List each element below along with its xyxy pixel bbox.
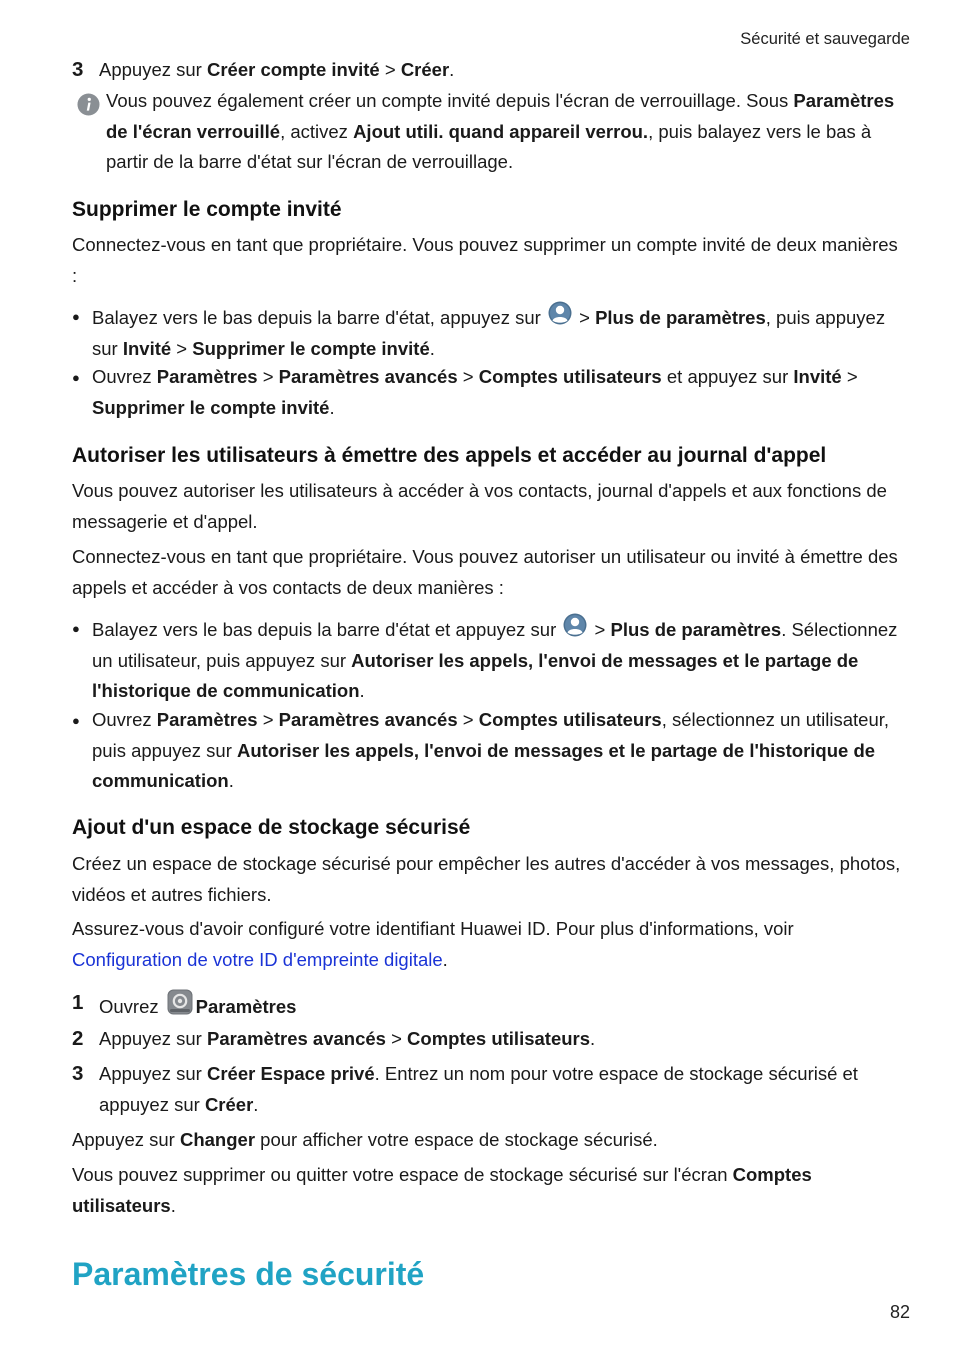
paragraph: Créez un espace de stockage sécurisé pour empêcher les autres d'accéder à vos messages, photos, vidéos et autres fichiers. [72, 853, 901, 905]
step-text: Appuyez sur Créer Espace privé. Entrez un nom pour votre espace de stockage sécurisé et appuyez sur Créer. [99, 1063, 858, 1115]
paragraph: Vous pouvez autoriser les utilisateurs à accéder à vos contacts, journal d'appels et aux fonctions de messagerie et d'appel. [72, 480, 887, 532]
bullet: ● [72, 309, 80, 324]
user-account-icon [563, 613, 587, 639]
paragraph: Assurez-vous d'avoir configuré votre identifiant Huawei ID. Pour plus d'informations, voir Configuration de votre ID d'empreinte digitale. [72, 918, 794, 970]
step-text: Appuyez sur Paramètres avancés > Comptes utilisateurs. [99, 1028, 596, 1049]
info-icon [77, 93, 100, 116]
chapter-section-title: Paramètres de sécurité [72, 1256, 425, 1292]
step-number: 2 [72, 1027, 84, 1050]
paragraph: Connectez-vous en tant que propriétaire. Vous pouvez supprimer un compte invité de deux manières : [72, 234, 898, 286]
running-header: Sécurité et sauvegarde [740, 30, 910, 48]
paragraph: Vous pouvez supprimer ou quitter votre espace de stockage sécurisé sur l'écran Comptes utilisateurs. [72, 1164, 812, 1216]
step-number: 1 [72, 991, 84, 1014]
step-number: 3 [72, 58, 84, 81]
cross-reference-link[interactable]: Configuration de votre ID d'empreinte digitale [72, 948, 443, 970]
section-heading: Supprimer le compte invité [72, 198, 342, 221]
page-number: 82 [889, 1302, 910, 1322]
bullet-text: Balayez vers le bas depuis la barre d'état, appuyez sur > Plus de paramètres, puis appuyez sur Invité > Supprimer le compte invité. [92, 301, 900, 364]
bullet-text: Balayez vers le bas depuis la barre d'état et appuyez sur > Plus de paramètres. Sélectionnez un utilisateur, puis appuyez sur Autoriser les appels, l'envoi de messages et le partage de l'historique de communication. [92, 613, 900, 707]
bullet: ● [72, 621, 80, 636]
paragraph: Appuyez sur Changer pour afficher votre espace de stockage sécurisé. [72, 1129, 658, 1150]
step-number: 3 [72, 1062, 84, 1085]
paragraph: Connectez-vous en tant que propriétaire. Vous pouvez autoriser un utilisateur ou invité à émettre des appels et accéder à vos contacts de deux manières : [72, 546, 898, 598]
user-account-icon [548, 301, 572, 327]
step-text: Appuyez sur Créer compte invité > Créer. [99, 59, 455, 80]
step-text: Ouvrez Paramètres [99, 989, 899, 1023]
section-heading: Autoriser les utilisateurs à émettre des appels et accéder au journal d'appel [72, 444, 827, 467]
bullet-text: Ouvrez Paramètres > Paramètres avancés > Comptes utilisateurs, sélectionnez un utilisateur, puis appuyez sur Autoriser les appels, l'envoi de messages et le partage de l'historique de communication. [92, 709, 890, 791]
bullet: ● [72, 370, 80, 385]
note-text: Vous pouvez également créer un compte invité depuis l'écran de verrouillage. Sous Paramètres de l'écran verrouillé, activez Ajout utili. quand appareil verrou., puis balayez vers le bas à partir de la barre d'état sur l'écran de verrouillage. [106, 90, 895, 172]
bullet: ● [72, 713, 80, 728]
section-heading: Ajout d'un espace de stockage sécurisé [72, 816, 471, 839]
settings-app-icon [167, 989, 193, 1015]
bullet-text: Ouvrez Paramètres > Paramètres avancés > Comptes utilisateurs et appuyez sur Invité > Supprimer le compte invité. [92, 366, 858, 418]
